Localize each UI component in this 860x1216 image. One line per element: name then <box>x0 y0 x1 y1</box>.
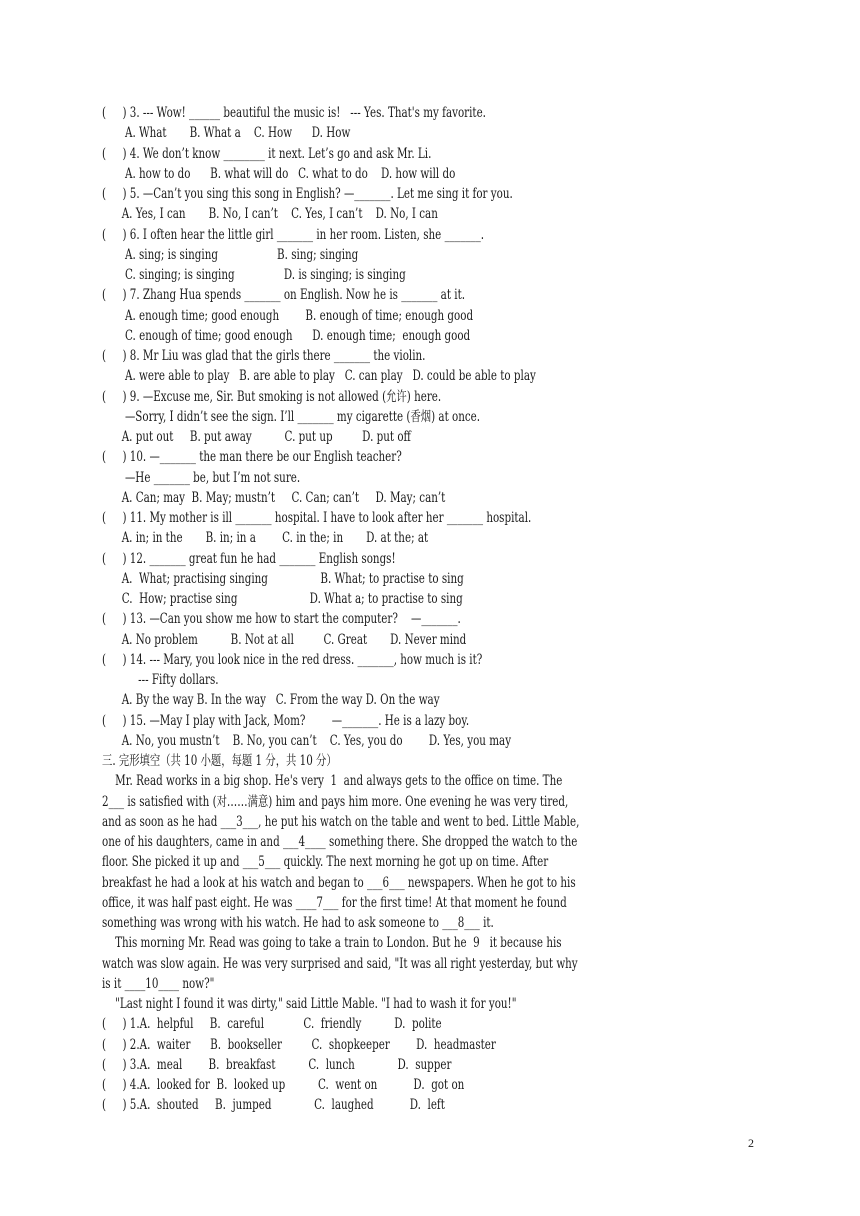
text-line: A. What B. What a C. How D. How <box>102 125 351 142</box>
text-line: A. Can; may B. May; mustn’t C. Can; can’t D. May; can’t <box>102 489 446 506</box>
page-number: 2 <box>748 1136 754 1150</box>
text-line: A. were able to play B. are able to play C. can play D. could be able to play <box>102 368 536 385</box>
text-line: and as soon as he had ___3___, he put his watch on the table and went to bed. Little Mable, <box>102 813 580 830</box>
text-line: ( ) 13. —Can you show me how to start the computer? —_______. <box>102 611 461 628</box>
text-line: —Sorry, I didn’t see the sign. I’ll _______ my cigarette (香烟) at once. <box>102 408 481 425</box>
text-line: A. put out B. put away C. put up D. put off <box>102 429 411 445</box>
text-line: A. sing; is singing B. sing; singing <box>102 246 359 263</box>
text-line: ( ) 11. My mother is ill _______ hospital. I have to look after her _______ hospital. <box>102 510 532 526</box>
text-line: C. singing; is singing D. is singing; is singing <box>102 267 406 283</box>
text-line: ( ) 15. —May I play with Jack, Mom? —_______. He is a lazy boy. <box>102 712 470 729</box>
text-line: "Last night I found it was dirty," said Little Mable. "I had to wash it for you!" <box>102 996 517 1012</box>
text-line: —He _______ be, but I’m not sure. <box>102 469 301 486</box>
text-line: ( ) 5.A. shouted B. jumped C. laughed D. left <box>102 1097 445 1114</box>
text-line: ( ) 9. —Excuse me, Sir. But smoking is not allowed (允许) here. <box>102 388 442 405</box>
text-line: ( ) 4. We don’t know ________ it next. Let’s go and ask Mr. Li. <box>102 145 432 162</box>
text-line: Mr. Read works in a big shop. He's very 1 and always gets to the office on time. The <box>102 773 563 790</box>
text-line: A. No, you mustn’t B. No, you can’t C. Yes, you do D. Yes, you may <box>102 732 512 749</box>
text-line: is it ____10____ now?" <box>102 975 215 992</box>
text-line: A. What; practising singing B. What; to practise to sing <box>102 570 464 587</box>
text-line: A. enough time; good enough B. enough of time; enough good <box>102 307 474 324</box>
text-line: ( ) 1.A. helpful B. careful C. friendly D. polite <box>102 1016 442 1033</box>
text-line: ( ) 3. --- Wow! ______ beautiful the music is! --- Yes. That's my favorite. <box>102 105 486 121</box>
text-line: This morning Mr. Read was going to take a train to London. But he 9 it because his <box>102 935 562 952</box>
text-line: breakfast he had a look at his watch and began to ___6___ newspapers. When he got to his <box>102 874 576 891</box>
text-line: C. enough of time; good enough D. enough time; enough good <box>102 327 471 344</box>
text-line: office, it was half past eight. He was ____7___ for the first time! At that moment he found <box>102 894 567 911</box>
text-line: ( ) 6. I often hear the little girl _______ in her room. Listen, she _______. <box>102 226 485 243</box>
text-line: ( ) 5. —Can’t you sing this song in English? —_______. Let me sing it for you. <box>102 186 513 202</box>
text-line: one of his daughters, came in and ___4____ something there. She dropped the watch to the <box>102 834 578 850</box>
text-line: A. in; in the B. in; in a C. in the; in D. at the; at <box>102 530 429 547</box>
text-line: A. Yes, I can B. No, I can’t C. Yes, I can’t D. No, I can <box>102 206 438 223</box>
text-line: 2___ is satisfied with (对……满意) him and pays him more. One evening he was very tired, <box>102 793 569 810</box>
text-line: A. No problem B. Not at all C. Great D. Never mind <box>102 631 467 648</box>
text-line: ( ) 8. Mr Liu was glad that the girls there _______ the violin. <box>102 348 426 364</box>
text-line: floor. She picked it up and ___5___ quickly. The next morning he got up on time. After <box>102 854 549 871</box>
text-line: ( ) 4.A. looked for B. looked up C. went on D. got on <box>102 1077 465 1093</box>
text-line: ( ) 10. —_______ the man there be our English teacher? <box>102 449 402 466</box>
text-line: 三. 完形填空（共 10 小题，每题 1 分，共 10 分） <box>102 753 337 769</box>
text-line: ( ) 2.A. waiter B. bookseller C. shopkeeper D. headmaster <box>102 1036 496 1053</box>
text-line: ( ) 7. Zhang Hua spends _______ on English. Now he is _______ at it. <box>102 287 466 304</box>
text-line: ( ) 14. --- Mary, you look nice in the red dress. _______, how much is it? <box>102 651 483 668</box>
text-line: something was wrong with his watch. He had to ask someone to ___8___ it. <box>102 915 494 931</box>
text-line: C. How; practise sing D. What a; to practise to sing <box>102 591 463 607</box>
text-line: A. how to do B. what will do C. what to do D. how will do <box>102 165 456 182</box>
text-line: --- Fifty dollars. <box>102 672 219 688</box>
text-line: A. By the way B. In the way C. From the way D. On the way <box>102 692 440 709</box>
text-line: ( ) 12. _______ great fun he had _______ English songs! <box>102 550 396 567</box>
text-line: watch was slow again. He was very surprised and said, "It was all right yesterday, but why <box>102 955 578 972</box>
text-line: ( ) 3.A. meal B. breakfast C. lunch D. supper <box>102 1056 452 1073</box>
